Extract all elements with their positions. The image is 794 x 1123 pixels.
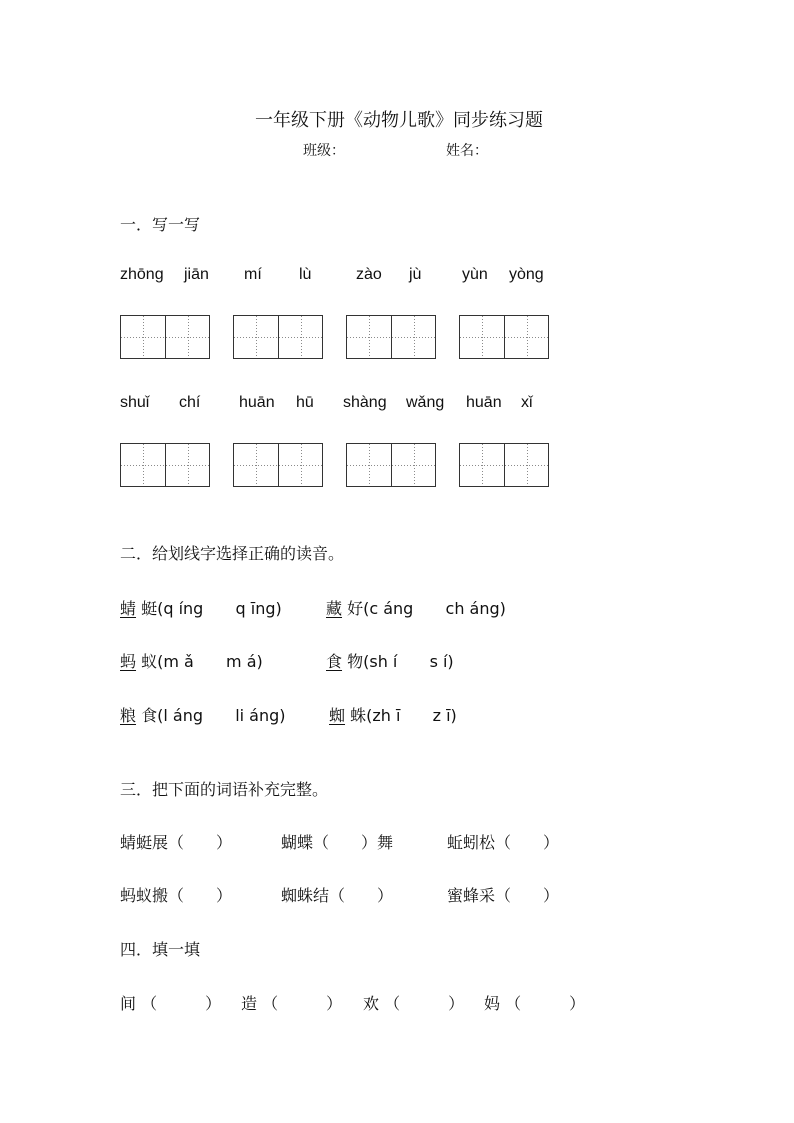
fill-char-item [120, 991, 221, 1014]
reading-option-2: q īng) [235, 599, 282, 618]
reading-item [120, 649, 263, 672]
fill-word-item: 蜜蜂采（ ） [447, 886, 560, 905]
name-label: 姓名： [446, 143, 488, 159]
fill-word-item: 蜻蜓展（ ） [120, 833, 233, 852]
reading-option-2: m á) [226, 652, 263, 671]
reading-option-1: 蚁(m ǎ [141, 652, 194, 671]
underlined-char: 食 [326, 652, 343, 671]
fill-char: 妈 [484, 994, 501, 1013]
underlined-char: 藏 [326, 599, 343, 618]
writing-grid[interactable] [346, 443, 436, 487]
pinyin: shuǐ [120, 394, 150, 411]
reading-option-1: 食(l áng [141, 706, 203, 725]
section1-heading: 一．写一写 [120, 215, 201, 234]
pinyin: hū [296, 394, 314, 411]
underlined-char: 蜘 [329, 706, 346, 725]
reading-item [120, 596, 282, 619]
fill-char: 造 [241, 994, 258, 1013]
fill-char: 间 [120, 994, 137, 1013]
fill-char-item [241, 991, 342, 1014]
pinyin: yùn [462, 266, 488, 283]
pinyin: wǎng [406, 394, 445, 411]
reading-item [120, 703, 286, 726]
reading-option-1: 蜓(q íng [141, 599, 204, 618]
writing-grid[interactable] [459, 315, 549, 359]
pinyin: jù [409, 266, 422, 283]
reading-option-1: 蛛(zh ī [350, 706, 401, 725]
section3-heading: 三．把下面的词语补充完整。 [120, 780, 329, 799]
pinyin: huān [239, 394, 275, 411]
underlined-char: 蚂 [120, 652, 137, 671]
reading-option-2: li áng) [235, 706, 286, 725]
class-label: 班级： [303, 143, 345, 159]
writing-grid[interactable] [120, 315, 210, 359]
reading-option-2: s í) [429, 652, 454, 671]
fill-char: 欢 [363, 994, 380, 1013]
section2-heading: 二．给划线字选择正确的读音。 [120, 544, 345, 563]
fill-word-item: 蚯蚓松（ ） [447, 833, 560, 852]
pinyin: chí [179, 394, 201, 411]
fill-blank: （ ） [141, 994, 222, 1013]
pinyin: xǐ [521, 394, 533, 411]
underlined-char: 粮 [120, 706, 137, 725]
reading-item [326, 649, 454, 672]
fill-word-item: 蜘蛛结（ ） [281, 886, 394, 905]
writing-grid[interactable] [233, 315, 323, 359]
reading-item [326, 596, 506, 619]
pinyin: huān [466, 394, 502, 411]
fill-word-item: 蚂蚁搬（ ） [120, 886, 233, 905]
pinyin: mí [244, 266, 262, 283]
fill-blank: （ ） [384, 994, 465, 1013]
fill-word-item: 蝴蝶（ ）舞 [281, 833, 394, 852]
pinyin: zào [356, 266, 382, 283]
page-title: 一年级下册《动物儿歌》同步练习题 [255, 110, 543, 131]
reading-option-1: 好(c áng [347, 599, 414, 618]
reading-item [329, 703, 457, 726]
writing-grid[interactable] [120, 443, 210, 487]
pinyin: lù [299, 266, 312, 283]
pinyin: zhōng [120, 266, 164, 283]
reading-option-1: 物(sh í [347, 652, 398, 671]
fill-blank: （ ） [505, 994, 586, 1013]
pinyin: yòng [509, 266, 544, 283]
writing-grid[interactable] [233, 443, 323, 487]
underlined-char: 蜻 [120, 599, 137, 618]
writing-grid[interactable] [346, 315, 436, 359]
section4-heading: 四．填一填 [120, 940, 201, 959]
writing-grid[interactable] [459, 443, 549, 487]
reading-option-2: z ī) [432, 706, 457, 725]
pinyin: shàng [343, 394, 387, 411]
fill-char-item [484, 991, 585, 1014]
pinyin: jiān [184, 266, 209, 283]
fill-char-item [363, 991, 464, 1014]
reading-option-2: ch áng) [445, 599, 506, 618]
fill-blank: （ ） [262, 994, 343, 1013]
